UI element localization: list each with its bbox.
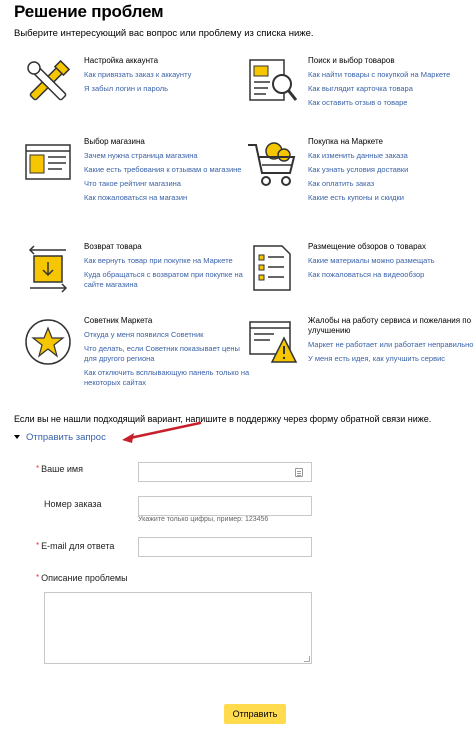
description-label: * Описание проблемы <box>36 573 128 583</box>
topic-link[interactable]: Что такое рейтинг магазина <box>84 179 181 188</box>
topic-link[interactable]: Как оставить отзыв о товаре <box>308 98 408 107</box>
topic-title: Жалобы на работу сервиса и пожелания по улучшению <box>308 316 472 335</box>
red-arrow-icon <box>118 420 202 446</box>
page-title: Решение проблем <box>14 2 164 21</box>
star-circle-icon <box>22 316 74 368</box>
topic-link[interactable]: Как вернуть товар при покупке на Маркете <box>84 256 233 265</box>
topic-link[interactable]: Как оплатить заказ <box>308 179 375 188</box>
order-number-input[interactable] <box>138 496 312 516</box>
not-found-text: Если вы не нашли подходящий вариант, напишите в поддержку через форму обратной связи ниже. <box>14 414 432 424</box>
browser-window-icon <box>22 137 74 189</box>
email-input[interactable] <box>138 537 312 557</box>
required-mark: * <box>36 541 40 550</box>
topic-title: Выбор магазина <box>84 137 145 146</box>
shopping-cart-icon <box>246 137 298 189</box>
topic-link[interactable]: Маркет не работает или работает неправильно <box>308 340 474 349</box>
send-request-toggle[interactable] <box>14 432 106 443</box>
topic-link[interactable]: Как пожаловаться на видеообзор <box>308 270 425 279</box>
document-list-icon <box>246 242 298 294</box>
name-label: * Ваше имя <box>36 464 83 474</box>
required-mark: * <box>36 573 40 582</box>
topic-title: Размещение обзоров о товарах <box>308 242 427 251</box>
tools-icon <box>22 56 74 108</box>
description-textarea[interactable] <box>44 592 312 664</box>
topic-link[interactable]: У меня есть идея, как улучшить сервис <box>308 354 446 363</box>
topic-link[interactable]: Как пожаловаться на магазин <box>84 193 188 202</box>
topic-title: Настройка аккаунта <box>84 56 159 65</box>
toggle-label: Отправить запрос <box>26 432 106 443</box>
topic-link[interactable]: Что делать, если Советник показывает цены для другого региона <box>84 344 240 363</box>
order-number-label: Номер заказа <box>44 499 102 509</box>
topic-link[interactable]: Какие материалы можно размещать <box>308 256 435 265</box>
intro-text: Выберите интересующий вас вопрос или проблему из списка ниже. <box>14 28 314 39</box>
submit-button[interactable]: Отправить <box>224 704 286 724</box>
topic-link[interactable]: Как выглядит карточка товара <box>308 84 413 93</box>
topic-link[interactable]: Я забыл логин и пароль <box>84 84 169 93</box>
topic-link[interactable]: Как привязать заказ к аккаунту <box>84 70 192 79</box>
topic-title: Возврат товара <box>84 242 142 251</box>
resize-handle-icon[interactable] <box>304 656 310 662</box>
contact-card-icon[interactable] <box>295 468 303 477</box>
magnifier-document-icon <box>246 56 298 108</box>
order-number-hint: Укажите только цифры, пример: 123456 <box>138 516 269 523</box>
topic-link[interactable]: Как отключить всплывающую панель только на некоторых сайтах <box>84 368 250 387</box>
warning-window-icon <box>246 316 298 368</box>
topic-link[interactable]: Как узнать условия доставки <box>308 165 409 174</box>
name-input[interactable] <box>138 462 312 482</box>
required-mark: * <box>36 464 40 473</box>
topic-title: Покупка на Маркете <box>308 137 384 146</box>
topic-title: Советник Маркета <box>84 316 153 325</box>
topic-link[interactable]: Зачем нужна страница магазина <box>84 151 198 160</box>
topic-link[interactable]: Как найти товары с покупкой на Маркете <box>308 70 451 79</box>
triangle-down-icon <box>14 435 20 439</box>
topic-link[interactable]: Откуда у меня появился Советник <box>84 330 204 339</box>
topic-link[interactable]: Куда обращаться с возвратом при покупке на сайте магазина <box>84 270 243 289</box>
email-label: * E-mail для ответа <box>36 541 115 551</box>
topic-link[interactable]: Как изменить данные заказа <box>308 151 408 160</box>
topic-title: Поиск и выбор товаров <box>308 56 395 65</box>
topic-link[interactable]: Какие есть купоны и скидки <box>308 193 404 202</box>
return-box-icon <box>22 242 74 294</box>
topic-link[interactable]: Какие есть требования к отзывам о магазине <box>84 165 242 174</box>
